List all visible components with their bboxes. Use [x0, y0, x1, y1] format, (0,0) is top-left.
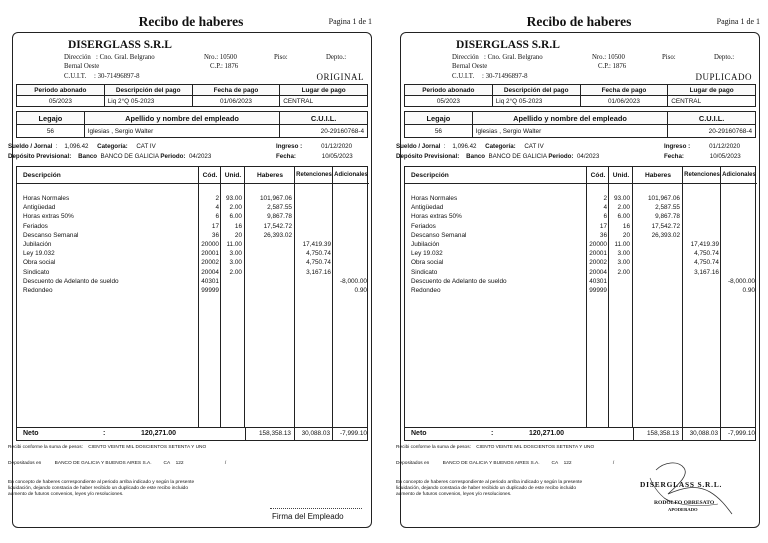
item-retencion: 4,750.74 [306, 259, 331, 267]
item-desc: Jubilación [23, 241, 52, 248]
employee-name-value: Iglesias , Sergio Walter [84, 125, 279, 138]
col-haberes-header: Haberes [633, 167, 683, 184]
pay-date-header: Fecha de pago [580, 85, 668, 96]
pay-place-header: Lugar de pago [668, 85, 756, 96]
pay-desc-header: Descripción del pago [492, 85, 580, 96]
page-number: Pagina 1 de 1 [328, 17, 372, 26]
col-desc-header: Descripción [17, 167, 199, 184]
cp-label: C.P.: 1876 [598, 63, 627, 70]
col-adic-header: Adicionales [333, 167, 369, 184]
item-desc: Horas extras 50% [23, 213, 74, 221]
depositados-value: BANCO DE GALICIA Y BUENOS AIRES S.A. [442, 461, 540, 466]
item-unid: 93.00 [614, 195, 630, 202]
cuil-value: 20-29160768-4 [280, 125, 368, 138]
item-unid: 6.00 [617, 213, 630, 221]
recibi-line [396, 445, 594, 450]
col-cod-header: Cód. [587, 167, 609, 184]
items-table [404, 166, 756, 428]
item-cod: 36 [599, 231, 607, 239]
item-cod: 20002 [201, 259, 219, 267]
item-desc: Horas Normales [411, 195, 458, 202]
depositados-label: Depositados en [396, 461, 430, 466]
item-desc: Ley 19.032 [23, 250, 55, 258]
legal-text-3: aumento de futuros convenios, leyes y/o resoluciones. [8, 492, 124, 497]
item-haberes: 101,967.06 [648, 195, 680, 202]
fecha-value: 10/05/2023 [709, 153, 741, 160]
deposit-info-row [396, 153, 599, 160]
ca-label: CA [551, 461, 559, 466]
item-haberes: 26,393.02 [263, 231, 292, 239]
employee-name-header: Apellido y nombre del empleado [472, 112, 667, 125]
company-stamp [634, 458, 752, 524]
item-cod: 6 [603, 213, 607, 221]
recibi-label: Recibi conforme la suma de pesos: [8, 445, 83, 450]
periodo-label: Periodo: [548, 153, 574, 160]
item-cod: 17 [599, 222, 607, 230]
item-desc: Obra social [411, 259, 444, 267]
ca-value: 122 [175, 461, 184, 466]
item-unid: 20 [234, 231, 242, 239]
item-desc: Feriados [23, 222, 48, 230]
banco-label: Banco [466, 153, 486, 160]
item-haberes: 17,542.72 [263, 222, 292, 230]
periodo-value: 04/2023 [576, 153, 600, 160]
item-cod: 40301 [589, 277, 607, 285]
page-number: Pagina 1 de 1 [716, 17, 760, 26]
fecha-row [276, 153, 353, 160]
neto-value: 120,271.00 [529, 430, 565, 437]
depto-label: Depto.: [326, 54, 347, 61]
col-unid-header: Unid. [221, 167, 245, 184]
legal-text-2: liquidación, dejando constacia de haber recibido un duplicado de este recibo incluido [396, 486, 577, 491]
employee-name-header: Apellido y nombre del empleado [84, 112, 279, 125]
neto-value: 120,271.00 [141, 430, 177, 437]
employee-table [16, 111, 368, 138]
ingreso-value: 01/12/2020 [321, 143, 353, 150]
periodo-label: Periodo: [160, 153, 186, 160]
item-unid: 20 [622, 231, 630, 239]
sueldo-value: 1,096.42 [64, 143, 89, 150]
col-haberes-header: Haberes [245, 167, 295, 184]
item-retencion: 3,167.16 [306, 268, 331, 276]
item-cod: 20000 [201, 241, 219, 248]
item-unid: 3.00 [617, 259, 630, 267]
depositados-line [8, 461, 226, 466]
nro-label: Nro.: 10500 [204, 54, 237, 61]
sueldo-label: Sueldo / Jornal [396, 143, 441, 150]
banco-value: BANCO DE GALICIA [488, 153, 547, 160]
item-haberes: 101,967.06 [260, 195, 292, 202]
title-row [8, 14, 374, 30]
legal-text-1: En concepto de haberes correspondiente al periodo arriba indicado y según la presente [8, 480, 195, 485]
nro-label: Nro.: 10500 [592, 54, 625, 61]
item-desc: Antigüedad [23, 204, 56, 212]
pay-date-value: 01/06/2023 [580, 96, 668, 107]
depositados-label: Depositados en [8, 461, 42, 466]
item-cod: 20004 [589, 268, 607, 276]
item-desc: Descuento de Adelanto de sueldo [411, 277, 507, 285]
item-unid: 3.00 [229, 259, 242, 267]
col-unid-header: Unid. [609, 167, 633, 184]
items-table [16, 166, 368, 428]
stamp-name: RODOLFO OBRESATO [654, 500, 715, 506]
neto-colon: : [491, 430, 494, 437]
item-desc: Jubilación [411, 241, 440, 248]
fecha-value: 10/05/2023 [321, 153, 353, 160]
item-unid: 16 [234, 222, 242, 230]
copy-label: DUPLICADO [695, 72, 752, 82]
total-row [404, 427, 756, 441]
item-cod: 4 [603, 204, 607, 212]
item-adicional: 0.90 [354, 287, 367, 294]
address-value: : Cno. Gral. Belgrano [96, 54, 155, 61]
periodo-value: 04/2023 [188, 153, 212, 160]
employee-table [404, 111, 756, 138]
pay-date-header: Fecha de pago [192, 85, 280, 96]
item-unid: 2.00 [229, 268, 242, 276]
stamp-role: APODERADO [668, 507, 698, 512]
ingreso-value: 01/12/2020 [709, 143, 741, 150]
item-cod: 2 [603, 195, 607, 202]
item-retencion: 4,750.74 [694, 250, 719, 258]
item-cod: 2 [215, 195, 219, 202]
city: Bernal Oeste [452, 63, 488, 70]
item-haberes: 2,587.55 [655, 204, 680, 212]
ingreso-row [276, 143, 352, 150]
pay-place-header: Lugar de pago [280, 85, 368, 96]
item-desc: Ley 19.032 [411, 250, 443, 258]
signature-line [270, 508, 362, 509]
item-desc: Obra social [23, 259, 56, 267]
period-header: Periodo abonado [405, 85, 493, 96]
item-cod: 20001 [589, 250, 607, 258]
ingreso-label: Ingreso : [664, 143, 691, 150]
item-cod: 99999 [201, 287, 219, 294]
pay-desc-header: Descripción del pago [104, 85, 192, 96]
cuit-label: C.U.I.T. [452, 73, 475, 80]
cuil-header: C.U.I.L. [280, 112, 368, 125]
total-haberes: 158,358.13 [245, 428, 295, 440]
receipt-original [8, 0, 374, 543]
pay-desc-value: Liq 2°Q 05-2023 [492, 96, 580, 107]
cuit-value: : 30-71496897-8 [94, 73, 140, 80]
item-haberes: 9,867.78 [655, 213, 680, 221]
pay-date-value: 01/06/2023 [192, 96, 280, 107]
item-desc: Sindicato [23, 268, 50, 276]
item-cod: 17 [211, 222, 219, 230]
deposito-label: Depósito Previsional: [396, 153, 460, 160]
item-cod: 36 [211, 231, 219, 239]
total-adicionales: -7,999.10 [339, 430, 367, 437]
pay-desc-value: Liq 2°Q 05-2023 [104, 96, 192, 107]
legal-text-2: liquidación, dejando constacia de haber recibido un duplicado de este recibo incluido [8, 486, 189, 491]
item-desc: Descuento de Adelanto de sueldo [23, 277, 119, 285]
item-retencion: 4,750.74 [306, 250, 331, 258]
item-retencion: 17,419.39 [690, 241, 719, 248]
item-unid: 2.00 [229, 204, 242, 212]
item-haberes: 9,867.78 [267, 213, 292, 221]
doc-title: Recibo de haberes [526, 14, 632, 29]
legajo-value: 56 [405, 125, 473, 138]
item-haberes: 2,587.55 [267, 204, 292, 212]
pay-place-value: CENTRAL [280, 96, 368, 107]
item-adicional: -8,000.00 [339, 277, 367, 285]
item-cod: 4 [215, 204, 219, 212]
item-retencion: 17,419.39 [302, 241, 331, 248]
fecha-row [664, 153, 741, 160]
doc-title: Recibo de haberes [138, 14, 244, 29]
categoria-label: Categoría: [485, 143, 516, 150]
item-cod: 20002 [589, 259, 607, 267]
period-header: Periodo abonado [17, 85, 105, 96]
legajo-value: 56 [17, 125, 85, 138]
item-desc: Horas extras 50% [411, 213, 462, 221]
period-table [404, 84, 756, 107]
item-adicional: 0.90 [742, 287, 755, 294]
pay-place-value: CENTRAL [668, 96, 756, 107]
ca-label: CA [163, 461, 171, 466]
salary-info-row: Sueldo / Jornal : 1,096.42 Categoría: CAT IV [396, 143, 544, 150]
col-ret-header: Retenciones [295, 167, 333, 184]
legajo-header: Legajo [17, 112, 85, 125]
banco-value: BANCO DE GALICIA [100, 153, 159, 160]
col-adic-header: Adicionales [721, 167, 757, 184]
item-cod: 20004 [201, 268, 219, 276]
item-cod: 6 [215, 213, 219, 221]
item-cod: 20001 [201, 250, 219, 258]
cuil-value: 20-29160768-4 [668, 125, 756, 138]
item-cod: 40301 [201, 277, 219, 285]
item-desc: Descanso Semanal [411, 231, 467, 239]
title-row [396, 14, 762, 30]
item-desc: Horas Normales [23, 195, 70, 202]
cuit-value: : 30-71496897-8 [482, 73, 528, 80]
item-unid: 16 [622, 222, 630, 230]
receipt-duplicate [396, 0, 762, 543]
item-adicional: -8,000.00 [727, 277, 755, 285]
categoria-value: CAT IV [136, 143, 156, 150]
item-desc: Redondeo [23, 287, 53, 294]
total-adicionales: -7,999.10 [727, 430, 755, 437]
total-haberes: 158,358.13 [633, 428, 683, 440]
recibi-line [8, 445, 206, 450]
item-haberes: 17,542.72 [651, 222, 680, 230]
item-retencion: 4,750.74 [694, 259, 719, 267]
legajo-header: Legajo [405, 112, 473, 125]
signature-scribble-icon [634, 458, 752, 524]
company-name: DISERGLASS S.R.L [456, 39, 560, 51]
slash: / [224, 461, 227, 466]
item-haberes: 26,393.02 [651, 231, 680, 239]
item-desc: Sindicato [411, 268, 438, 276]
legal-text-3: aumento de futuros convenios, leyes y/o resoluciones. [396, 492, 512, 497]
neto-label: Neto [23, 430, 39, 437]
item-unid: 11.00 [226, 241, 242, 248]
piso-label: Piso: [662, 54, 676, 61]
neto-label: Neto [411, 430, 427, 437]
ca-value: 122 [563, 461, 572, 466]
deposit-info-row [8, 153, 211, 160]
col-cod-header: Cód. [199, 167, 221, 184]
cuil-header: C.U.I.L. [668, 112, 756, 125]
item-desc: Antigüedad [411, 204, 444, 212]
neto-colon: : [103, 430, 106, 437]
categoria-value: CAT IV [524, 143, 544, 150]
copy-label: ORIGINAL [316, 72, 364, 82]
period-value: 05/2023 [17, 96, 105, 107]
total-row [16, 427, 368, 441]
deposito-label: Depósito Previsional: [8, 153, 72, 160]
total-retenciones: 30,088.03 [295, 428, 333, 440]
categoria-label: Categoría: [97, 143, 128, 150]
sueldo-label: Sueldo / Jornal [8, 143, 53, 150]
legal-text-1: En concepto de haberes correspondiente al periodo arriba indicado y según la presente [396, 480, 583, 485]
ingreso-label: Ingreso : [276, 143, 303, 150]
address-label: Dirección [452, 54, 479, 61]
item-desc: Descanso Semanal [23, 231, 79, 239]
address-label: Dirección [64, 54, 91, 61]
employee-name-value: Iglesias , Sergio Walter [472, 125, 667, 138]
banco-label: Banco [78, 153, 98, 160]
piso-label: Piso: [274, 54, 288, 61]
item-desc: Redondeo [411, 287, 441, 294]
fecha-label: Fecha: [276, 153, 296, 160]
stamp-company: DISERGLASS S.R.L. [640, 480, 723, 489]
item-unid: 2.00 [617, 268, 630, 276]
signature-label: Firma del Empleado [272, 512, 344, 521]
item-unid: 93.00 [226, 195, 242, 202]
col-ret-header: Retenciones [683, 167, 721, 184]
cuit-label: C.U.I.T. [64, 73, 87, 80]
fecha-label: Fecha: [664, 153, 684, 160]
period-table [16, 84, 368, 107]
item-retencion: 3,167.16 [694, 268, 719, 276]
item-unid: 3.00 [617, 250, 630, 258]
sueldo-value: 1,096.42 [452, 143, 477, 150]
item-cod: 99999 [589, 287, 607, 294]
depositados-value: BANCO DE GALICIA Y BUENOS AIRES S.A. [54, 461, 152, 466]
salary-info-row: Sueldo / Jornal : 1,096.42 Categoría: CAT IV [8, 143, 156, 150]
ingreso-row [664, 143, 740, 150]
period-value: 05/2023 [405, 96, 493, 107]
depositados-line [396, 461, 614, 466]
item-unid: 11.00 [614, 241, 630, 248]
slash: / [612, 461, 615, 466]
depto-label: Depto.: [714, 54, 735, 61]
recibi-value: CIENTO VEINTE MIL DOSCIENTOS SETENTA Y UNO [476, 445, 595, 450]
company-name: DISERGLASS S.R.L [68, 39, 172, 51]
recibi-label: Recibi conforme la suma de pesos: [396, 445, 471, 450]
item-unid: 6.00 [229, 213, 242, 221]
address-value: : Cno. Gral. Belgrano [484, 54, 543, 61]
recibi-value: CIENTO VEINTE MIL DOSCIENTOS SETENTA Y UNO [88, 445, 207, 450]
cp-label: C.P.: 1876 [210, 63, 239, 70]
item-desc: Feriados [411, 222, 436, 230]
item-unid: 2.00 [617, 204, 630, 212]
item-unid: 3.00 [229, 250, 242, 258]
total-retenciones: 30,088.03 [683, 428, 721, 440]
item-cod: 20000 [589, 241, 607, 248]
col-desc-header: Descripción [405, 167, 587, 184]
city: Bernal Oeste [64, 63, 100, 70]
